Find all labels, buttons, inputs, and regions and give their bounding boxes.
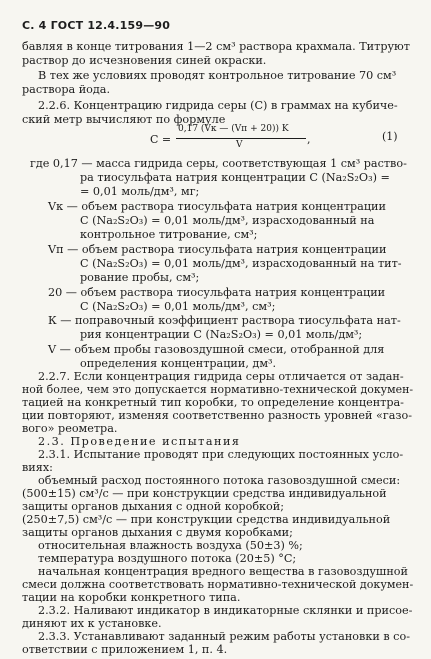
text-line: смеси должна соответствовать нормативно-технической докумен- [22, 578, 414, 591]
text-line: раствора йода. [22, 83, 111, 96]
text-line: ной более, чем это допускается нормативно-технической докумен- [22, 383, 414, 396]
definition-line: рия концентрации С (Na₂S₂O₃) = 0,01 моль/дм³; [80, 328, 363, 341]
text-line: 2.3.1. Испытание проводят при следующих постоянных усло- [38, 448, 404, 461]
text-line: температура воздушного потока (20±5) °С; [38, 552, 297, 565]
fraction-bar [176, 138, 306, 139]
text-line: В тех же условиях проводят контрольное титрование 70 см³ [38, 69, 397, 82]
definition-line: 20 — объем раствора тиосульфата натрия концентрации [48, 286, 386, 299]
text-line: раствор до исчезновения синей окраски. [22, 54, 267, 67]
definition-line: Vк — объем раствора тиосульфата натрия концентрации [48, 200, 386, 213]
formula-denominator: V [236, 140, 243, 150]
text-line: 2.2.7. Если концентрация гидрида серы отличается от задан- [38, 370, 404, 383]
definition-line: К — поправочный коэффициент раствора тиосульфата нат- [48, 314, 401, 327]
text-line: ции повторяют, изменяя соответственно разность уровней «газо- [22, 409, 413, 422]
formula-number: (1) [382, 130, 398, 143]
formula-comma: , [307, 133, 311, 146]
text-line: (500±15) см³/с — при конструкции средства индивидуальной [22, 487, 387, 500]
text-line: начальная концентрация вредного вещества в газовоздушной [38, 565, 408, 578]
formula-numerator: 0,17 (Vк — (Vп + 20)) K [178, 124, 289, 134]
text-line: виях: [22, 461, 53, 474]
page-header: С. 4 ГОСТ 12.4.159—90 [22, 19, 171, 32]
formula-lhs: C = [150, 133, 172, 146]
text-line: бавляя в конце титрования 1—2 см³ раствора крахмала. Титруют [22, 40, 410, 53]
text-line: защиты органов дыхания с одной коробкой; [22, 500, 285, 513]
definition-line: где 0,17 — масса гидрида серы, соответствующая 1 см³ раство- [30, 157, 407, 170]
text-line: ский метр вычисляют по формуле [22, 113, 226, 126]
definition-line: ра тиосульфата натрия концентрации С (Na₂S₂O₃) = [80, 171, 390, 184]
text-line: диняют их к установке. [22, 617, 162, 630]
text-line: защиты органов дыхания с двумя коробками; [22, 526, 293, 539]
section-heading: 2.3. Проведение испытания [38, 435, 241, 448]
definition-line: С (Na₂S₂O₃) = 0,01 моль/дм³, см³; [80, 300, 276, 313]
text-line: тации на коробки конкретного типа. [22, 591, 241, 604]
text-line: 2.2.6. Концентрацию гидрида серы (С) в граммах на кубиче- [38, 99, 398, 112]
text-line: относительная влажность воздуха (50±3) %; [38, 539, 303, 552]
text-line: объемный расход постоянного потока газовоздушной смеси: [38, 474, 401, 487]
definition-line: рование пробы, см³; [80, 271, 200, 284]
text-line: вого» реометра. [22, 422, 118, 435]
definition-line: С (Na₂S₂O₃) = 0,01 моль/дм³, израсходованный на [80, 214, 375, 227]
text-line: (250±7,5) см³/с — при конструкции средства индивидуальной [22, 513, 391, 526]
definition-line: С (Na₂S₂O₃) = 0,01 моль/дм³, израсходованный на тит- [80, 257, 402, 270]
text-line: тацией на конкретный тип коробки, то определение концентра- [22, 396, 404, 409]
text-line: ответствии с приложением 1, п. 4. [22, 643, 228, 656]
definition-line: = 0,01 моль/дм³, мг; [80, 185, 200, 198]
definition-line: определения концентрации, дм³. [80, 357, 277, 370]
definition-line: контрольное титрование, см³; [80, 228, 258, 241]
text-line: 2.3.3. Устанавливают заданный режим работы установки в со- [38, 630, 410, 643]
definition-line: V — объем пробы газовоздушной смеси, отобранной для [48, 343, 385, 356]
text-line: 2.3.2. Наливают индикатор в индикаторные склянки и присое- [38, 604, 413, 617]
definition-line: Vп — объем раствора тиосульфата натрия концентрации [48, 243, 387, 256]
